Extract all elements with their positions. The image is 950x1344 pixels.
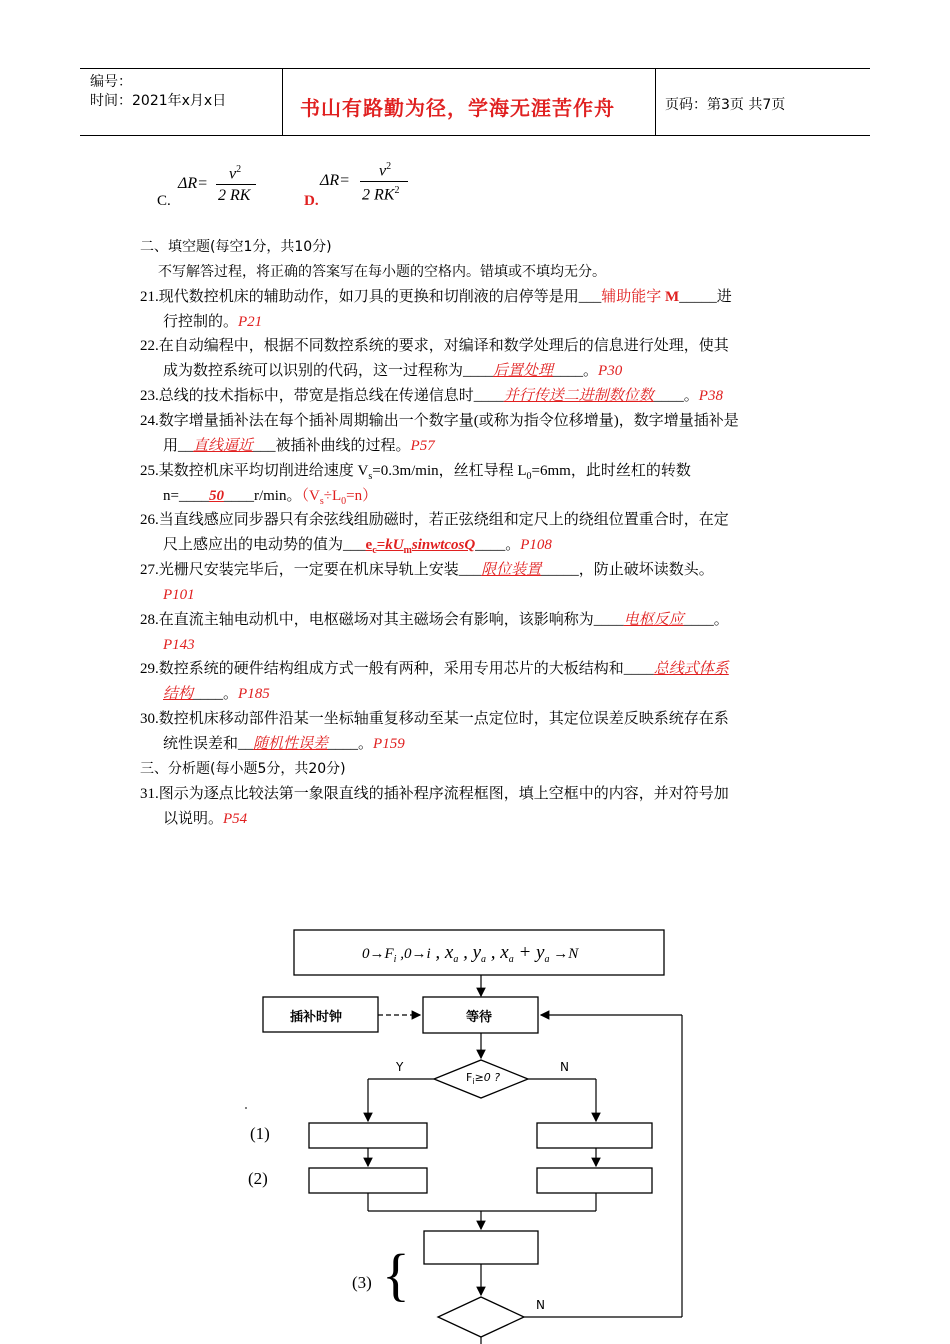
question-23: 23.总线的技术指标中，带宽是指总线在传递信息时____并行传送二进制数位数____。P38 (140, 388, 723, 404)
question-22-line2: 成为数控系统可以识别的代码，这一过程称为____后置处理____。P30 (163, 363, 623, 379)
no-branch-label: N (560, 1060, 569, 1074)
option-c-letter: C. (157, 193, 171, 209)
blank-label-2: (2) (248, 1169, 268, 1188)
question-29-line1: 29.数控系统的硬件结构组成方式一般有两种，采用专用芯片的大板结构和____总线式体系 (140, 661, 729, 677)
decision-label: $F_i\ge 0$ ? (466, 1071, 501, 1087)
question-30-line2: 统性误差和__随机性误差____。P159 (163, 736, 405, 752)
section2-title: 二、填空题(每空1分，共10分) (140, 239, 332, 255)
ref-21: P21 (238, 314, 263, 330)
ref-27: P101 (163, 587, 195, 603)
question-26-line2: 尺上感应出的电动势的值为$\_\_\_e_c=kU_msinwtcosQ\_\_\_\_$。P108 (163, 537, 552, 556)
brace-3: { (382, 1242, 410, 1307)
answer-29: 总线式体系 (653, 661, 729, 677)
question-29-line2: 结构____。P185 (163, 686, 270, 702)
no-branch-label-2: N (536, 1298, 545, 1312)
question-30-line1: 30.数控机床移动部件沿某一坐标轴重复移动至某一点定位时，其定位误差反映系统存在系 (140, 711, 729, 727)
section2-instruction: 不写解答过程，将正确的答案写在每小题的空格内。错填或不填均无分。 (158, 264, 606, 280)
answer-22: 后置处理 (493, 363, 554, 379)
answer-27: 限位装置 (481, 562, 542, 578)
answer-23: 并行传送二进制数位数 (503, 388, 654, 404)
wait-box-label: 等待 (466, 1010, 493, 1025)
ref-28: P143 (163, 637, 195, 653)
option-c-numerator: $v^2$ (229, 164, 242, 183)
answer-21: 辅助能字 (601, 289, 662, 305)
question-21-line2: 行控制的。P21 (163, 314, 263, 330)
answer-28: 电枢反应 (623, 612, 684, 628)
header-motto: 书山有路勤为径，学海无涯苦作舟 (300, 96, 615, 120)
question-25-line2: n=____50____r/min。$(V_s\div L_0=n)$ (163, 488, 378, 507)
answer-30: 随机性误差 (253, 736, 329, 752)
question-26-line1: 26.当直线感应同步器只有余弦线组励磁时，若正弦绕组和定尺上的绕组位置重合时，在定 (140, 512, 729, 528)
question-31-line2: 以说明。P54 (163, 811, 248, 827)
question-25-line1: 25.某数控机床平均切削进给速度 $V_s=0.3m/\min$，丝杠导程 $L_0=6mm$，此时丝杠的转数 (140, 463, 691, 482)
doc-number-label: 编号： (90, 74, 132, 90)
answer-25: 50 (208, 488, 224, 504)
yes-branch-label: Y (396, 1060, 404, 1074)
option-d-lhs: ΔR= (320, 172, 350, 189)
blank-label-3: (3) (352, 1273, 372, 1292)
question-21-line1: 21.现代数控机床的辅助动作，如刀具的更换和切削液的启停等是用___辅助能字 M_____进 (140, 289, 732, 305)
option-d-denominator: 2 $RK^2$ (362, 185, 400, 204)
note-25: $(V_s\div L_0=n)$ (301, 488, 378, 507)
blank-label-1: (1) (250, 1124, 270, 1143)
question-22-line1: 22.在自动编程中，根据不同数控系统的要求，对编译和数学处理后的信息进行处理，使其 (140, 338, 729, 354)
answer-24: 直线逼近 (193, 438, 254, 454)
question-28-line1: 28.在直流主轴电动机中，电枢磁场对其主磁场会有影响，该影响称为____电枢反应____。 (140, 612, 729, 628)
page-number-label: 页码：第3页 共7页 (665, 97, 786, 113)
option-d-letter: D. (304, 193, 319, 209)
answer-26: $e_c=kU_msinwtcosQ$ (365, 537, 476, 556)
question-31-line1: 31.图示为逐点比较法第一象限直线的插补程序流程框图，填上空框中的内容，并对符号加 (140, 786, 729, 802)
init-box-text: $0\to F_i$ ,0→i , $x_a$ , $y_a$ , $x_a + y_a \to N$ (362, 942, 579, 965)
option-c-lhs: ΔR= (178, 175, 208, 192)
question-27-line1: 27.光栅尺安装完毕后，一定要在机床导轨上安装___限位装置_____，防止破坏读数头。 (140, 562, 714, 578)
question-24-line1: 24.数字增量插补法在每个插补周期输出一个数字量(或称为指令位移增量)，数字增量插补是 (140, 413, 739, 429)
option-c-denominator: 2 RK (218, 187, 251, 204)
option-d-numerator: $v^2$ (379, 161, 392, 180)
section3-title: 三、分析题(每小题5分，共20分) (140, 761, 346, 777)
question-24-line2: 用__直线逼近___被插补曲线的过程。P57 (163, 438, 435, 454)
clock-box-label: 插补时钟 (290, 1010, 343, 1025)
doc-date-label: 时间：2021年x月x日 (90, 93, 227, 109)
